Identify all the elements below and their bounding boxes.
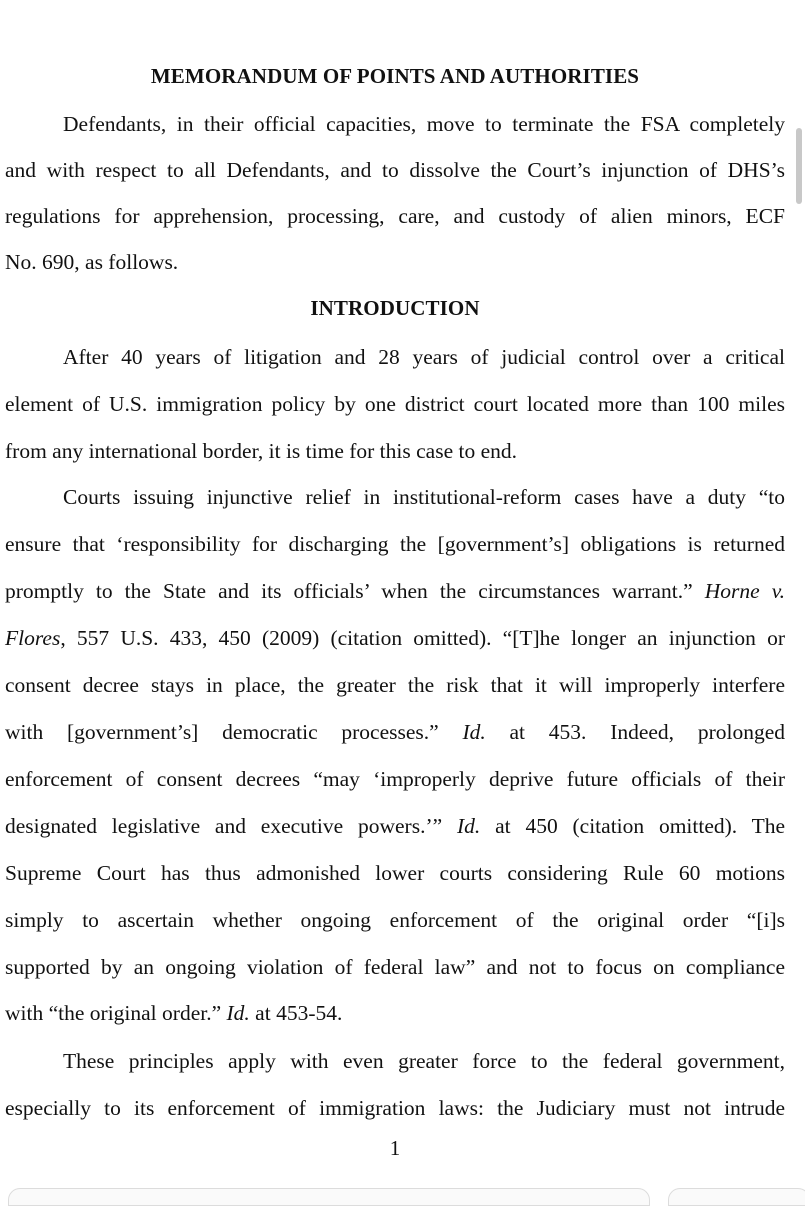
para3-line-1: Courts issuing injunctive relief in institutional-reform cases have a duty “to (63, 485, 785, 509)
para3-line-2: ensure that ‘responsibility for discharging the [government’s] obligations is returned (5, 532, 785, 556)
para3-line-3-text: promptly to the State and its officials’ when the circumstances warrant.” (5, 579, 693, 603)
introduction-heading: INTRODUCTION (310, 296, 480, 320)
para3-line-6 (5, 718, 785, 746)
para3-line-6-tail: at 453. Indeed, prolonged (509, 720, 785, 744)
para1-line-2: and with respect to all Defendants, and to dissolve the Court’s injunction of DHS’s (5, 158, 785, 182)
para3-line-3 (5, 577, 785, 605)
para1-line-1: Defendants, in their official capacities, move to terminate the FSA completely (63, 112, 785, 136)
para3-line-5: consent decree stays in place, the greater the risk that it will improperly interfere (5, 673, 785, 697)
para3-line-12 (5, 999, 785, 1027)
para1-line-3: regulations for apprehension, processing, care, and custody of alien minors, ECF (5, 204, 785, 228)
bottom-toolbar-right[interactable] (668, 1188, 805, 1206)
bottom-toolbar-left[interactable] (8, 1188, 650, 1206)
para3-line-12-text: with “the original order.” (5, 1001, 222, 1025)
page-number: 1 (389, 1136, 401, 1160)
para2-line-2: element of U.S. immigration policy by one district court located more than 100 miles (5, 392, 785, 416)
case-name-flores: Flores (5, 626, 61, 650)
para1-line-4: No. 690, as follows. (5, 250, 179, 274)
para3-line-9: Supreme Court has thus admonished lower courts considering Rule 60 motions (5, 861, 785, 885)
para3-line-4 (5, 624, 785, 652)
id-cite: Id. (456, 814, 481, 838)
para3-line-8 (5, 812, 785, 840)
para3-line-10: simply to ascertain whether ongoing enforcement of the original order “[i]s (5, 908, 785, 932)
para4-line-1: These principles apply with even greater force to the federal government, (63, 1049, 785, 1073)
para3-line-11: supported by an ongoing violation of federal law” and not to focus on compliance (5, 955, 785, 979)
memorandum-heading: MEMORANDUM OF POINTS AND AUTHORITIES (150, 64, 640, 88)
para3-line-4-text: , 557 U.S. 433, 450 (2009) (citation omitted). “[T]he longer an injunction or (60, 626, 785, 650)
para3-line-8-tail: at 450 (citation omitted). The (495, 814, 786, 838)
scrollbar-thumb[interactable] (796, 128, 802, 204)
para3-line-7: enforcement of consent decrees “may ‘improperly deprive future officials of their (5, 767, 785, 791)
para2-line-3: from any international border, it is time for this case to end. (5, 439, 518, 463)
id-cite: Id. (462, 720, 486, 744)
id-cite: Id. (226, 1001, 250, 1025)
para3-line-6-text: with [government’s] democratic processes.” (5, 720, 439, 744)
para3-line-12-tail: at 453-54. (255, 1001, 343, 1025)
para2-line-1: After 40 years of litigation and 28 years of judicial control over a critical (63, 345, 785, 369)
para4-line-2: especially to its enforcement of immigration laws: the Judiciary must not intrude (5, 1096, 785, 1120)
para3-line-8-text: designated legislative and executive powers.’” (5, 814, 443, 838)
case-name-horne: Horne v. (704, 579, 786, 603)
